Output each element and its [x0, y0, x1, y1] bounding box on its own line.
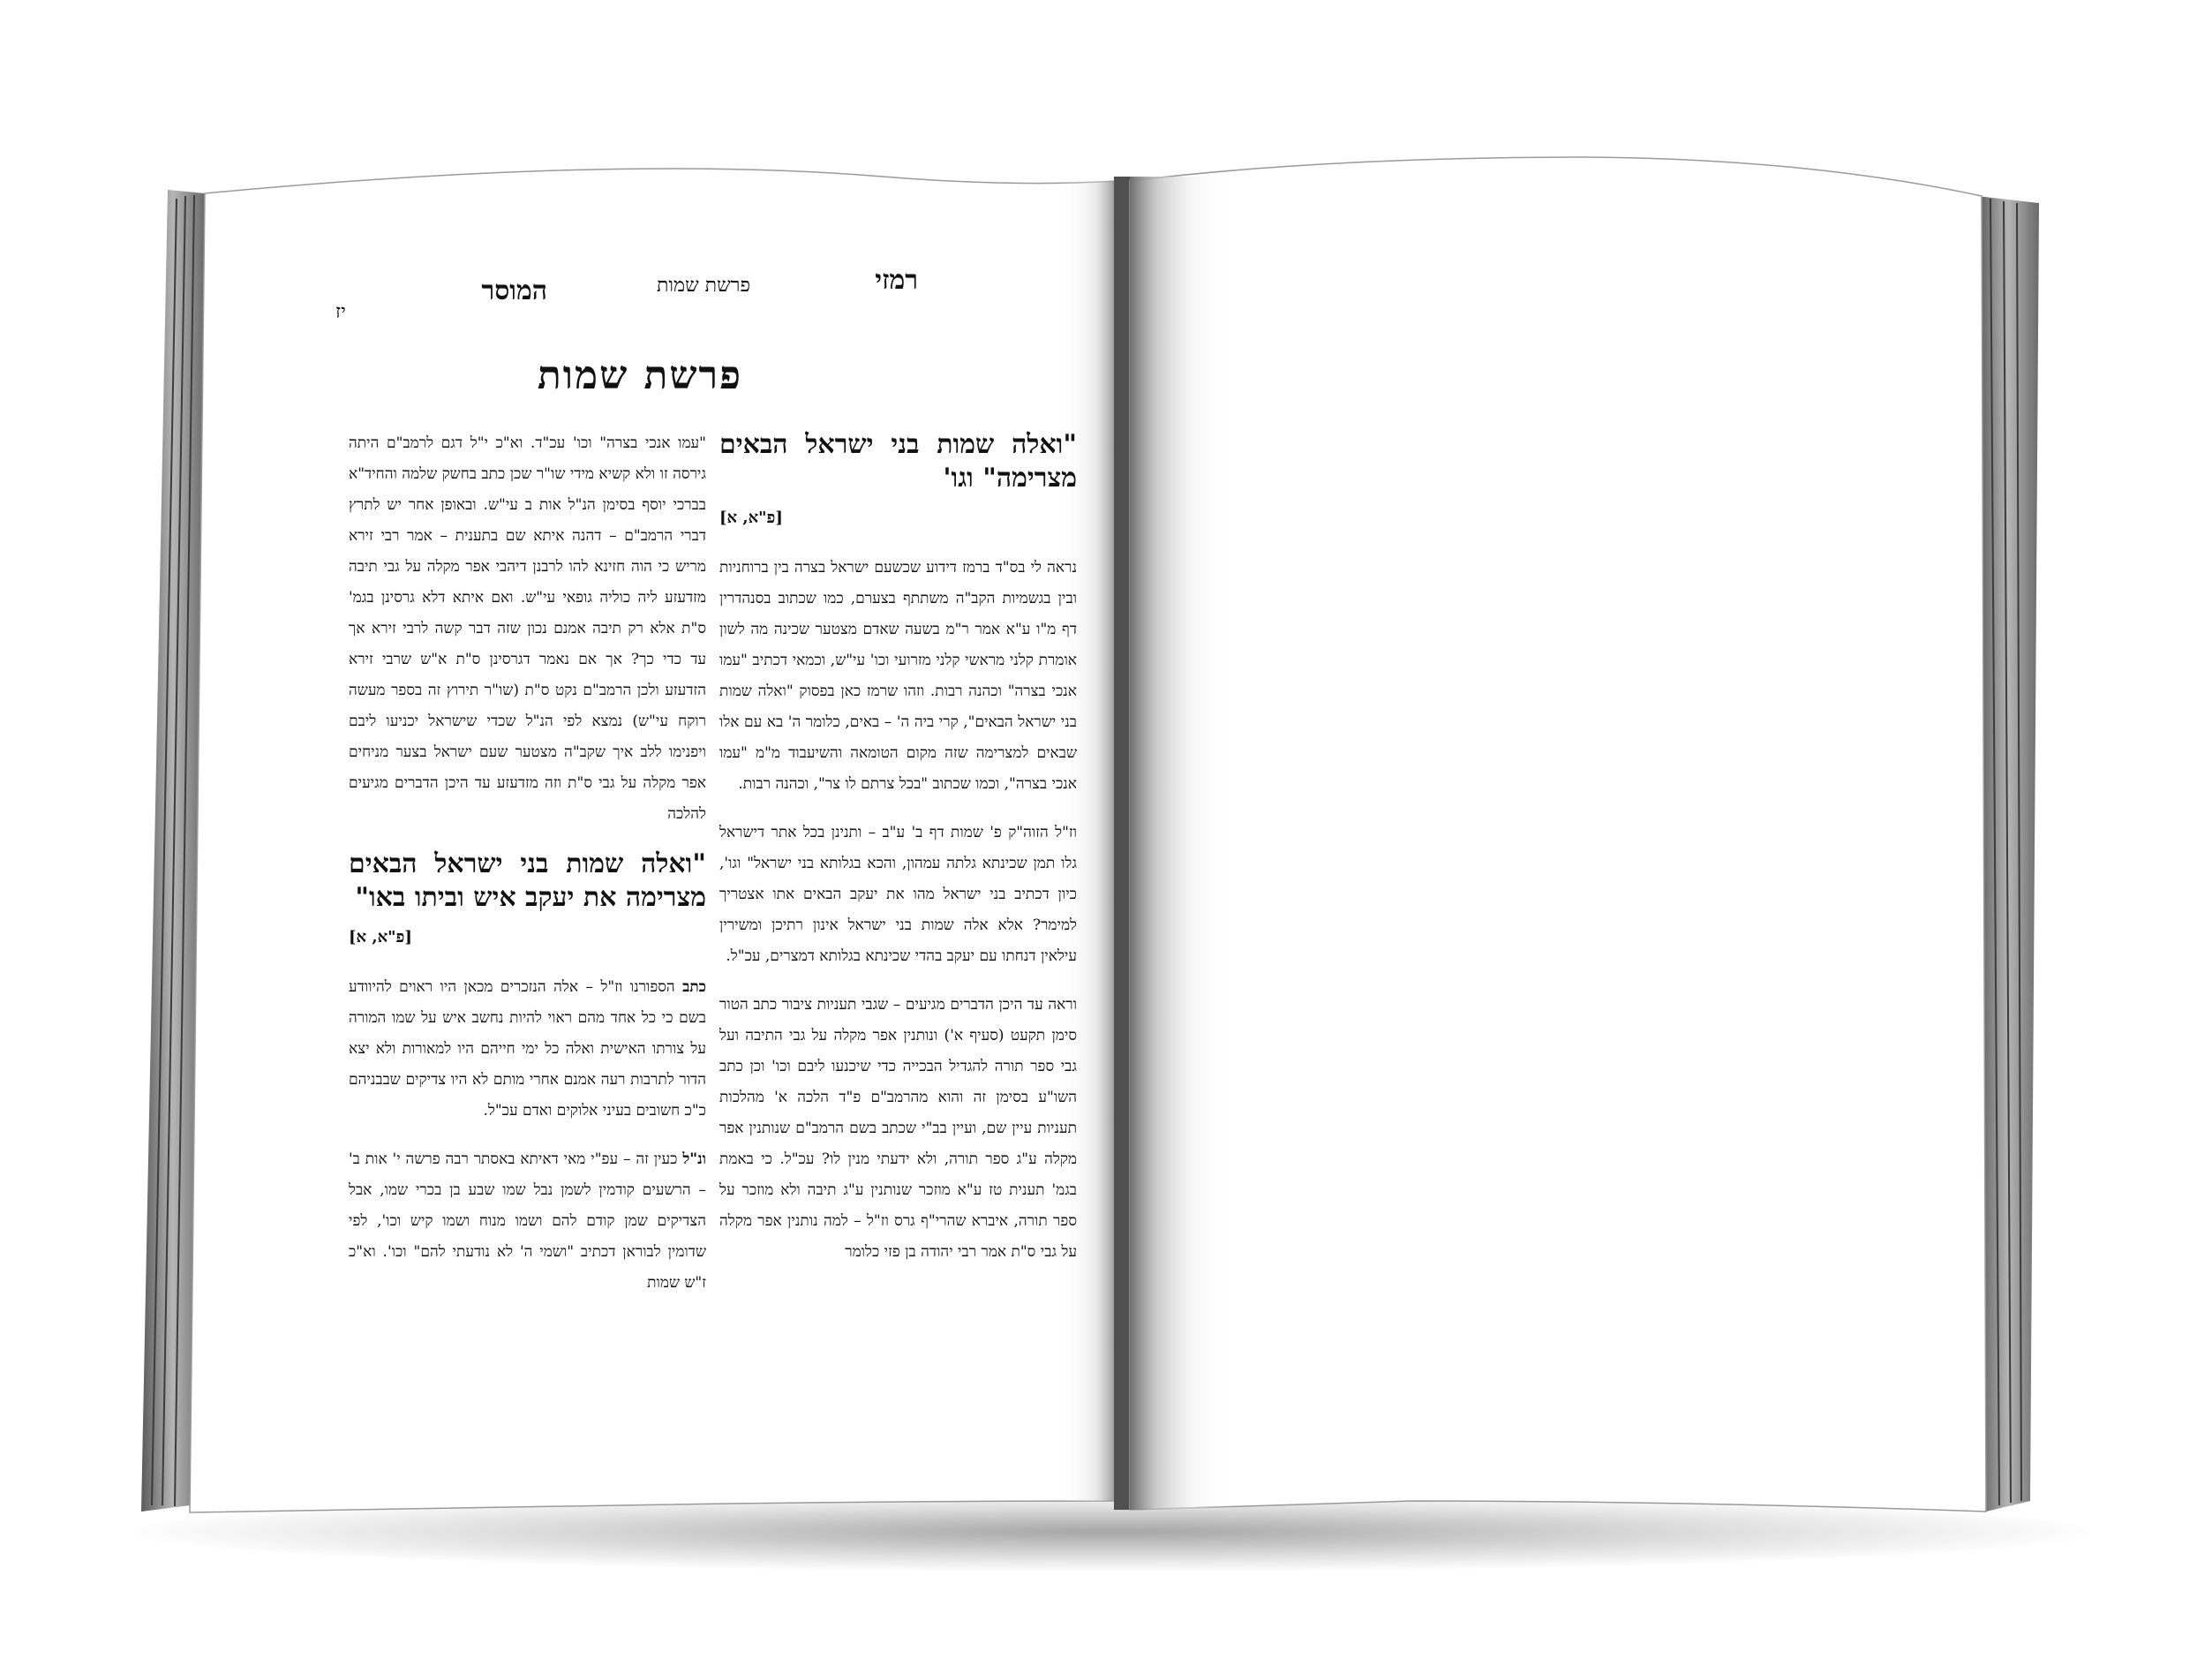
running-head-parasha: פרשת שמות: [657, 275, 750, 297]
spine: [1114, 177, 1130, 1510]
right-column: [719, 428, 1077, 1286]
blank-right-page: [1139, 185, 1986, 1501]
page-number: יז: [335, 301, 346, 323]
left-page: [185, 265, 1095, 1510]
verse-reference: [פ"א, א]: [349, 928, 412, 946]
commentary-paragraph: "עמו אנכי בצרה" וכו' עכ"ד. וא"כ י"ל דגם לרמב"ם היתה גירסה זו ולא קשיא מידי שו"ר שכן כתב בחשק שלמה והחיד"א בברכי יוסף בסימן הנ"ל אות ב עי"ש. ובאופן אחר יש לתרץ דברי הרמב"ם – דהנה איתא שם בתענית – אמר רבי זירא מריש כי הוה חזינא להו לרבנן דיהבי אפר מקלה על גבי תיבה מזדעזע ליה כוליה גופאי עי"ש. ואם איתא דלא גרסינן בגמ' ס"ת אלא רק תיבה אמנם נכון שזה דבר קשה לרבי זירא אך עד כדי כך? אך אם נאמר דגרסינן ס"ת א"ש שרבי זירא הזדעזע ולכן הרמב"ם נקט ס"ת (שו"ר תירוץ זה בספר מעשה רוקח עי"ש) נמצא לפי הנ"ל שכדי שישראל יכניעו ליבם ויפנימו ללב איך שקב"ה מצטער שעם ישראל בצער מניחים אפר מקלה על גבי ס"ת וזה מזדעזע עד היכן הדברים מגיעים להלכה: [349, 434, 706, 823]
paragraph-text: הספורנו וז"ל – אלה הנזכרים מכאן היו ראוים להיוודע בשם כי כל אחד מהם ראוי להיות נחשב איש על שמו המורה על צורתו האישית ואלה כל ימי חייהם היו למאורות ולא יצא הדור לתרבות רעה אמנם אחרי מותם לא היו צדיקים שבבניהם כ"כ חשובים בעיני אלוקים ואדם עכ"ל.: [349, 978, 706, 1120]
commentary-paragraph: וראה עד היכן הדברים מגיעים – שגבי תעניות ציבור כתב הטור סימן תקעט (סעיף א') ונותנין אפר מקלה על גבי התיבה ועל גבי ספר תורה להגדיל הבכייה כדי שיכנעו ליבם וכו' וכן כתב השו"ע בסימן זה והוא מהרמב"ם פ"ד הלכה א' מהלכות תעניות עיין שם, ועיין בב"י שכתב בשם הרמב"ם שנותנין אפר מקלה ע"ג ספר תורה, ולא ידעתי מנין לו? עכ"ל. כי באמת בגמ' תענית טז ע"א מוזכר שנותנין ע"ג תיבה ולא מוזכר על ספר תורה, איברא שהרי"ף גרס וז"ל – למה נותנין אפר מקלה על גבי ס"ת אמר רבי יהודה בן פזי כלומר: [719, 996, 1077, 1261]
commentary-paragraph: [349, 972, 706, 1127]
left-column: [349, 428, 706, 1316]
verse-heading: "ואלה שמות בני ישראל הבאים מצרימה" וגו': [719, 429, 1077, 494]
running-head: [185, 265, 1095, 323]
paragraph-lead-word: כתב: [682, 978, 706, 996]
verse-reference: [פ"א, א]: [719, 509, 783, 527]
paragraph-text: כעין זה – עפ"י מאי דאיתא באסתר רבה פרשה י' אות ב' – הרשעים קודמין לשמן נבל שמו שבע בן בכרי שמו, אבל הצדיקים שמן קודם להם ושמו מנוח ושמו קיש וכו', לפי שדומין לבוראן דכתיב "ושמי ה' לא נודעתי להם" וכו'. וא"כ ז"ש שמות: [349, 1150, 706, 1292]
paragraph-lead-word: ונ"ל: [682, 1150, 706, 1168]
commentary-paragraph: וז"ל הזוה"ק פ' שמות דף ב' ע"ב – ותנינן בכל אתר דישראל גלו תמן שכינתא גלתה עמהון, והכא בגלותא בני ישראל" וגו', כיון דכתיב בני ישראל מהו את יעקב הבאים אתו אצטריך למימר? אלא אלה שמות בני ישראל אינון רתיכן ומשירין עילאין דנחתו עם יעקב בהדי שכינתא בגלותא דמצרים, עכ"ל.: [719, 824, 1077, 965]
commentary-paragraph: [349, 1144, 706, 1299]
verse-heading-block: [349, 848, 706, 953]
commentary-paragraph: נראה לי בס"ד ברמז דידוע שכשעם ישראל בצרה בין ברוחניות ובין בגשמיות הקב"ה משתתף בצערם, כמו שכתוב בסנהדרין דף מ"ו ע"א אמר ר"מ בשעה שאדם מצטער שכינה מה לשון אומרת קלני מראשי קלני מזרועי וכו' עי"ש, וכמאי דכתיב "עמו אנכי בצרה" וכהנה רבות. וזהו שרמז כאן בפסוק "ואלה שמות בני ישראל הבאים", קרי ביה ה' – באים, כלומר ה' בא עם אלו שבאים למצרימה שזה מקום הטומאה והשיעבוד מ"מ "עמו אנכי בצרה", וכמו שכתוב "בכל צרתם לו צר", וכהנה רבות.: [719, 559, 1077, 793]
verse-heading: "ואלה שמות בני ישראל הבאים מצרימה את יעקב איש וביתו באו": [349, 848, 706, 913]
running-head-title-ramzei: רמזי: [875, 265, 918, 296]
chapter-title: פרשת שמות: [537, 353, 743, 398]
running-head-title-mussar: המוסר: [481, 275, 547, 306]
